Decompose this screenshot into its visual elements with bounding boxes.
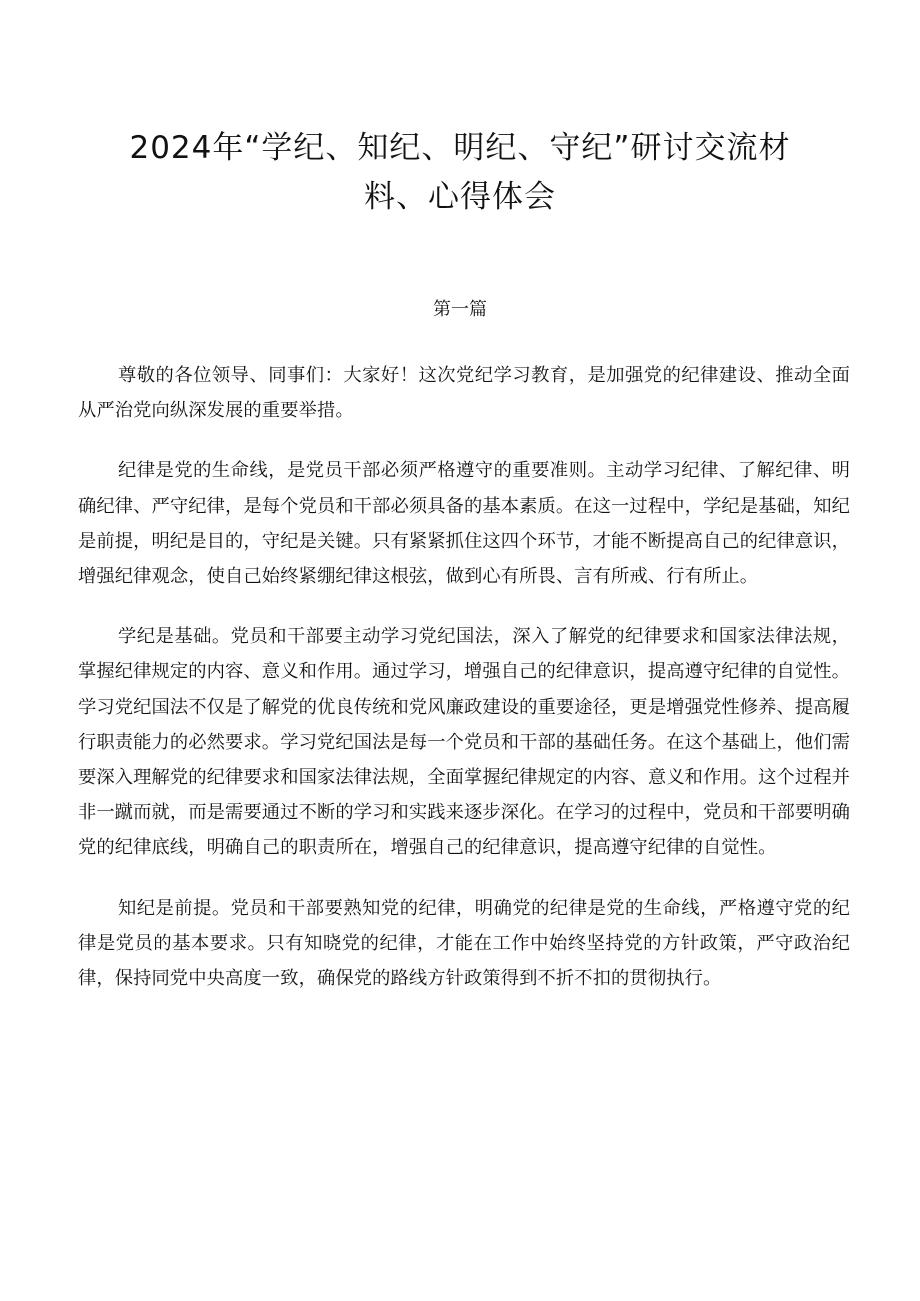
document-title-line-1: 2024年“学纪、知纪、明纪、守纪”研讨交流材 xyxy=(129,130,791,166)
document-body xyxy=(78,358,850,1021)
paragraph-2: 纪律是党的生命线，是党员干部必须严格遵守的重要准则。主动学习纪律、了解纪律、明确纪律、严守纪律，是每个党员和干部必须具备的基本素质。在这一过程中，学纪是基础，知纪是前提，明纪是目的，守纪是关键。只有紧紧抓住这四个环节，才能不断提高自己的纪律意识，增强纪律观念，使自己始终紧绷纪律这根弦，做到心有所畏、言有所戒、行有所止。 xyxy=(78,460,851,588)
paragraph-4: 知纪是前提。党员和干部要熟知党的纪律，明确党的纪律是党的生命线，严格遵守党的纪律是党员的基本要求。只有知晓党的纪律，才能在工作中始终坚持党的方针政策，严守政治纪律，保持同党中央高度一致，确保党的路线方针政策得到不折不扣的贯彻执行。 xyxy=(78,897,850,990)
document-title-line-2: 料、心得体会 xyxy=(364,179,556,215)
document-title xyxy=(110,124,810,222)
section-heading: 第一篇 xyxy=(433,299,487,320)
paragraph-3: 学纪是基础。党员和干部要主动学习党纪国法，深入了解党的纪律要求和国家法律法规，掌握纪律规定的内容、意义和作用。通过学习，增强自己的纪律意识，提高遵守纪律的自觉性。学习党纪国法不仅是了解党的优良传统和党风廉政建设的重要途径，更是增强党性修养、提高履行职责能力的必然要求。学习党纪国法是每一个党员和干部的基础任务。在这个基础上，他们需要深入理解党的纪律要求和国家法律法规，全面掌握纪律规定的内容、意义和作用。这个过程并非一蹴而就，而是需要通过不断的学习和实践来逐步深化。在学习的过程中，党员和干部要明确党的纪律底线，明确自己的职责所在，增强自己的纪律意识，提高遵守纪律的自觉性。 xyxy=(78,626,851,859)
paragraph-1: 尊敬的各位领导、同事们：大家好！这次党纪学习教育，是加强党的纪律建设、推动全面从严治党向纵深发展的重要举措。 xyxy=(78,365,850,422)
